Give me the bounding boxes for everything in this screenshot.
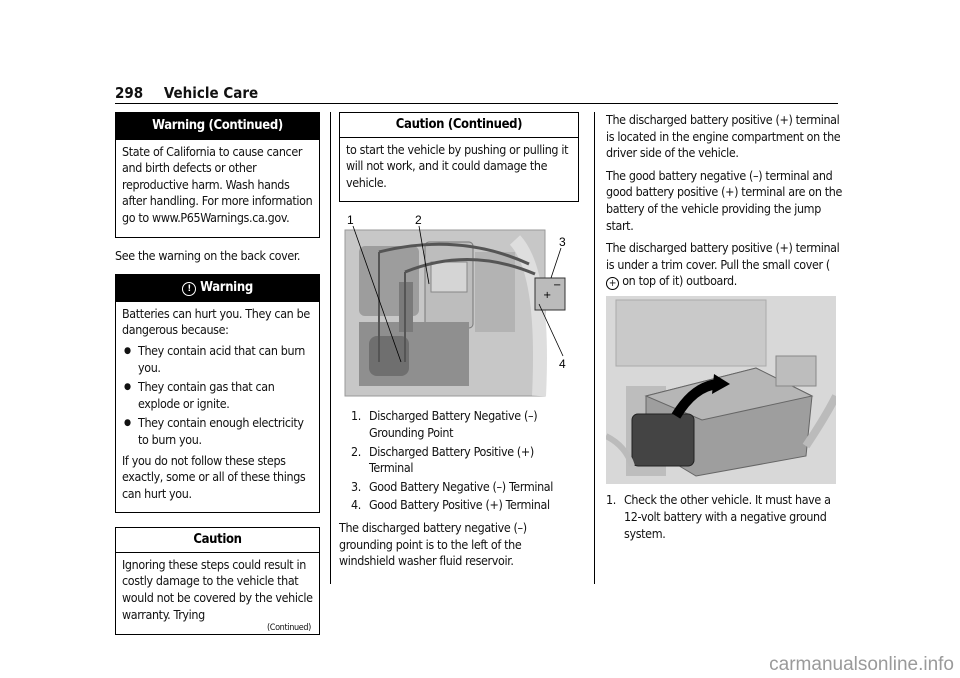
circle-plus-icon: + xyxy=(606,277,619,290)
callout-2: 2 xyxy=(415,213,422,228)
caution-continued-label: (Continued) xyxy=(266,623,311,634)
header-rule xyxy=(115,103,838,104)
warning-bullets xyxy=(122,343,313,449)
caution-continued-box xyxy=(339,112,579,202)
warning-outro: If you do not follow these steps exactly, some or all of these things can hurt you. xyxy=(122,452,306,501)
column-divider-right xyxy=(594,112,595,584)
warning-bullet: ● They contain enough electricity to burn you. xyxy=(122,415,313,448)
callout-4: 4 xyxy=(559,357,566,372)
trim-cover-illustration xyxy=(606,296,836,484)
warning-bullet: ● They contain gas that can explode or ignite. xyxy=(122,379,313,412)
col3-paragraph-1: The discharged battery positive (+) terminal is located in the engine compartment on the driver side of the vehicle. xyxy=(606,112,841,161)
warning-title-text: Warning xyxy=(200,280,253,296)
legend-item: 3. Good Battery Negative (–) Terminal xyxy=(351,478,554,494)
see-warning-text: See the warning on the back cover. xyxy=(115,247,301,263)
section-title: Vehicle Care xyxy=(163,84,259,102)
legend-item: 2. Discharged Battery Positive (+) Terminal xyxy=(351,443,534,476)
warning-box xyxy=(115,274,320,513)
warning-continued-text: State of California to cause cancer and birth defects or other reproductive harm. Wash hands after handling. For more information go to www.P65Warnings.ca.gov. xyxy=(122,143,313,225)
warning-bullet: ● They contain acid that can burn you. xyxy=(122,343,313,376)
warning-title xyxy=(116,275,319,302)
warning-intro: Batteries can hurt you. They can be dangerous because: xyxy=(122,305,310,338)
column-2 xyxy=(339,112,579,576)
step-item: 1. Check the other vehicle. It must have a 12-volt battery with a negative ground system. xyxy=(606,492,831,541)
caution-continued-text: to start the vehicle by pushing or pulling it will not work, and it could damage the vehicle. xyxy=(346,141,569,190)
col3-paragraph-3: The discharged battery positive (+) terminal is under a trim cover. Pull the small cover (+ on top of it) outboard. xyxy=(606,240,840,290)
page-header xyxy=(115,84,258,102)
steps-list xyxy=(606,492,842,542)
callout-3: 3 xyxy=(559,235,566,250)
caution-box xyxy=(115,527,320,635)
caution-continued-title: Caution (Continued) xyxy=(340,113,578,138)
legend-item: 4. Good Battery Positive (+) Terminal xyxy=(351,497,550,513)
page-number: 298 xyxy=(115,84,144,102)
col3-paragraph-2: The good battery negative (–) terminal and good battery positive (+) terminal are on the battery of the vehicle providing the jump start. xyxy=(606,167,842,233)
column-3 xyxy=(606,112,842,546)
column-divider-left xyxy=(330,112,331,584)
warning-continued-title: Warning (Continued) xyxy=(116,113,319,140)
caution-title: Caution xyxy=(116,528,319,553)
callout-legend xyxy=(339,408,579,514)
watermark: carmanualsonline.info xyxy=(769,654,954,675)
grounding-point-text: The discharged battery negative (–) grounding point is to the left of the windshield washer fluid reservoir. xyxy=(339,519,527,569)
column-1 xyxy=(115,112,320,645)
engine-battery-illustration xyxy=(339,212,569,400)
engine-battery-figure xyxy=(339,212,569,400)
callout-1: 1 xyxy=(347,213,354,228)
trim-cover-figure xyxy=(606,296,836,484)
svg-text:−: − xyxy=(553,280,562,292)
svg-text:+: + xyxy=(543,290,552,302)
warning-icon: ! xyxy=(182,282,196,296)
caution-text: Ignoring these steps could result in costly damage to the vehicle that would not be covered by the vehicle warranty. Trying xyxy=(122,556,313,622)
warning-continued-box xyxy=(115,112,320,238)
legend-item: 1. Discharged Battery Negative (–) Grounding Point xyxy=(351,408,538,440)
